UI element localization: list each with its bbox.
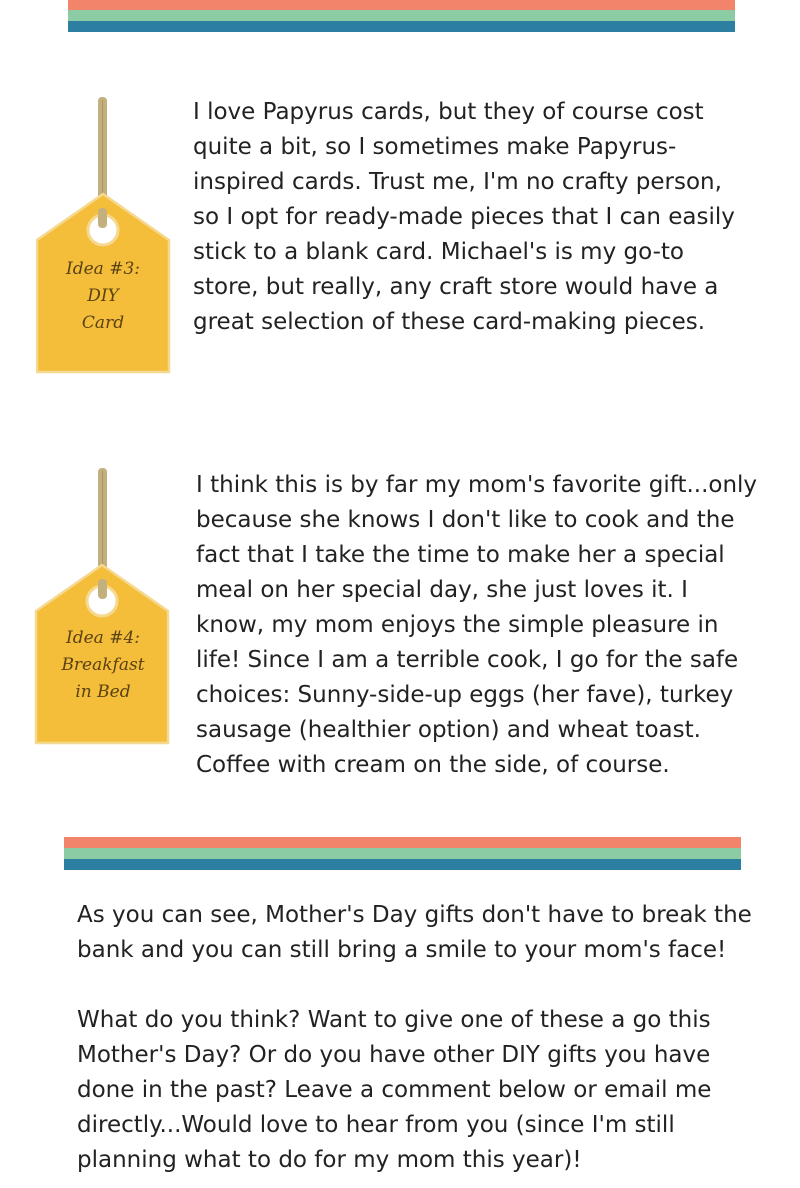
text-line: so I opt for ready-made pieces that I can easily	[193, 204, 735, 230]
tag-line: Idea #4:	[66, 628, 140, 648]
text-line: choices: Sunny-side-up eggs (her fave), turkey	[196, 682, 734, 708]
text-line: great selection of these card-making pieces.	[193, 309, 706, 335]
stripe-teal	[68, 21, 735, 32]
text-line: fact that I take the time to make her a special	[196, 542, 725, 568]
closing-paragraph-1	[77, 898, 752, 968]
stripe-mint	[68, 10, 735, 21]
idea-4-description	[196, 468, 757, 783]
text-line: directly...Would love to hear from you (since I'm still	[77, 1112, 675, 1138]
text-line: stick to a blank card. Michael's is my go-to	[193, 239, 684, 265]
text-line: planning what to do for my mom this year)!	[77, 1147, 582, 1173]
top-stripe-divider	[68, 0, 735, 32]
text-line: know, my mom enjoys the simple pleasure in	[196, 612, 719, 638]
text-line: Coffee with cream on the side, of course.	[196, 752, 670, 778]
text-line: As you can see, Mother's Day gifts don't have to break the	[77, 902, 752, 928]
text-line: because she knows I don't like to cook and the	[196, 507, 735, 533]
tag-line: DIY	[87, 286, 119, 306]
text-line: life! Since I am a terrible cook, I go for the safe	[196, 647, 739, 673]
text-line: sausage (healthier option) and wheat toast.	[196, 717, 701, 743]
stripe-coral	[64, 837, 741, 848]
idea-3-tag-label	[36, 256, 170, 337]
tag-line: Card	[81, 313, 125, 333]
tag-line: Idea #3:	[66, 259, 140, 279]
text-line: I think this is by far my mom's favorite gift...only	[196, 472, 758, 498]
text-line: I love Papyrus cards, but they of course cost	[193, 99, 704, 125]
tag-line: in Bed	[75, 682, 131, 702]
closing-paragraph-2	[77, 1003, 711, 1178]
idea-3-tag	[36, 96, 172, 376]
stripe-mint	[64, 848, 741, 859]
stripe-teal	[64, 859, 741, 870]
text-line: store, but really, any craft store would have a	[193, 274, 719, 300]
text-line: meal on her special day, she just loves it. I	[196, 577, 688, 603]
text-line: done in the past? Leave a comment below or email me	[77, 1077, 712, 1103]
idea-4-tag	[34, 467, 170, 747]
text-line: quite a bit, so I sometimes make Papyrus-	[193, 134, 677, 160]
stripe-coral	[68, 0, 735, 10]
idea-3-description	[193, 95, 735, 340]
text-line: inspired cards. Trust me, I'm no crafty person,	[193, 169, 722, 195]
text-line: What do you think? Want to give one of these a go this	[77, 1007, 711, 1033]
text-line: bank and you can still bring a smile to your mom's face!	[77, 937, 727, 963]
tag-line: Breakfast	[61, 655, 145, 675]
text-line: Mother's Day? Or do you have other DIY gifts you have	[77, 1042, 711, 1068]
idea-4-tag-label	[36, 625, 170, 706]
middle-stripe-divider	[64, 837, 741, 870]
